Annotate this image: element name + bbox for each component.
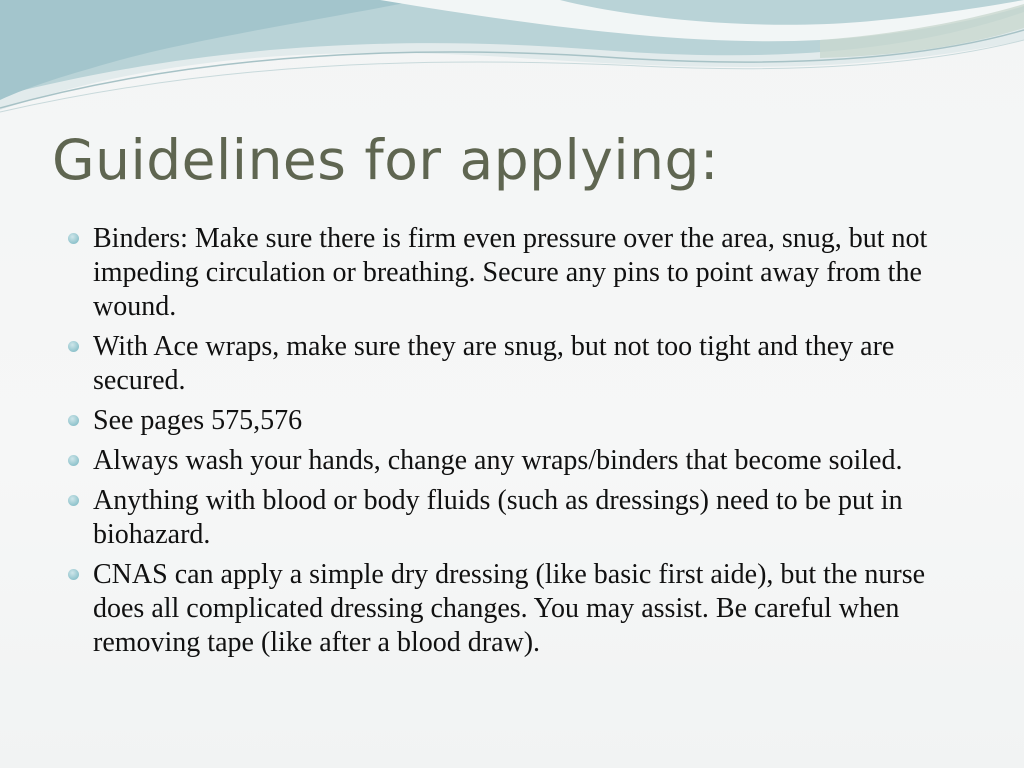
circle-bullet-icon	[68, 455, 79, 466]
circle-bullet-icon	[68, 495, 79, 506]
circle-bullet-icon	[68, 233, 79, 244]
bullet-item	[68, 484, 968, 552]
circle-bullet-icon	[68, 569, 79, 580]
slide-title: Guidelines for applying:	[52, 128, 719, 192]
bullet-text: With Ace wraps, make sure they are snug, but not too tight and they are secured.	[93, 331, 895, 396]
bullet-item	[68, 330, 968, 398]
bullet-text: Binders: Make sure there is firm even pressure over the area, snug, but not impeding circulation or breathing. Secure any pins to point away from the wound.	[93, 223, 928, 322]
bullet-text: CNAS can apply a simple dry dressing (like basic first aide), but the nurse does all complicated dressing changes. You may assist. Be careful when removing tape (like after a blood draw).	[93, 559, 926, 658]
bullet-item	[68, 444, 968, 478]
circle-bullet-icon	[68, 341, 79, 352]
bullet-text: Always wash your hands, change any wraps/binders that become soiled.	[93, 445, 903, 476]
bullet-item	[68, 222, 968, 324]
circle-bullet-icon	[68, 415, 79, 426]
bullet-item	[68, 558, 968, 660]
bullet-list	[68, 222, 968, 666]
decorative-wave-header	[0, 0, 1024, 130]
bullet-item	[68, 404, 968, 438]
bullet-text: See pages 575,576	[93, 405, 303, 436]
bullet-text: Anything with blood or body fluids (such as dressings) need to be put in biohazard.	[93, 485, 903, 550]
